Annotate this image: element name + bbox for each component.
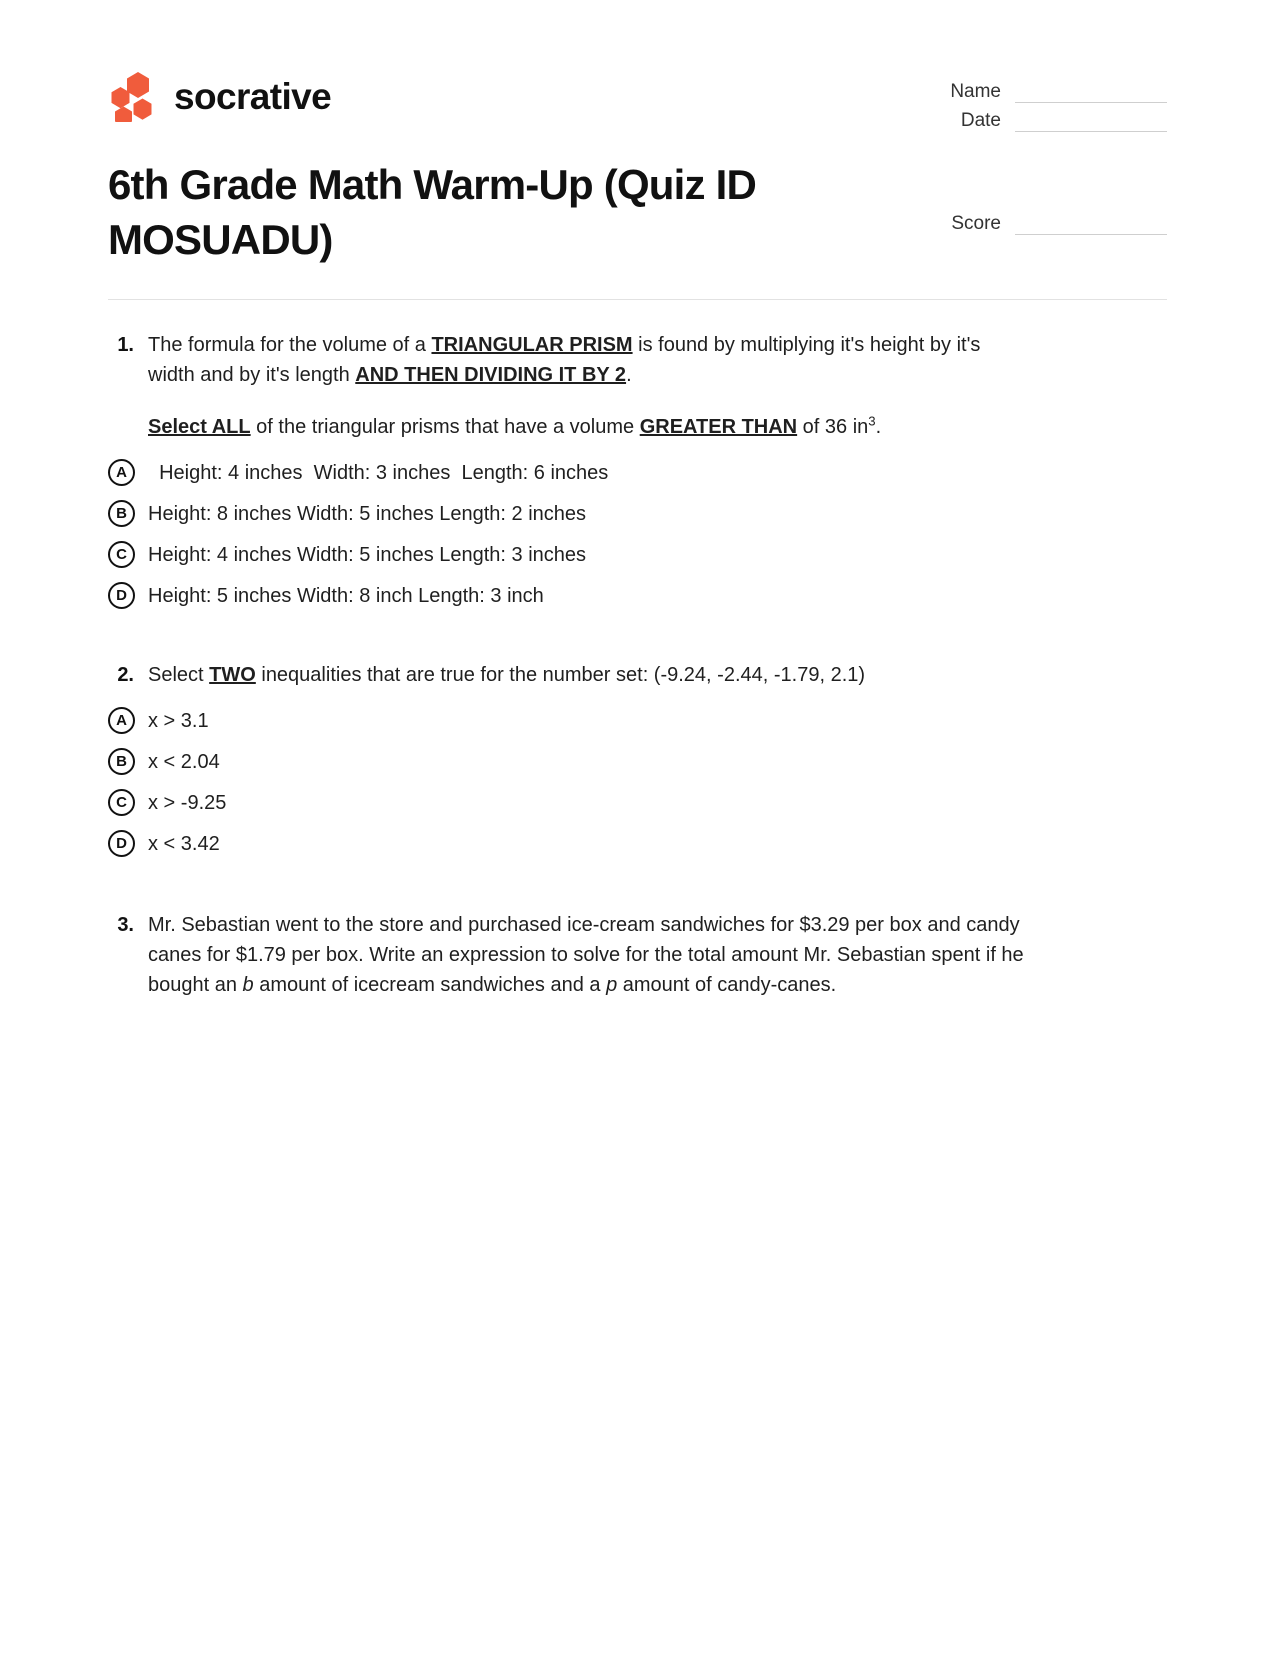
q1-sub-emphasis-2: GREATER THAN bbox=[639, 416, 798, 439]
q3-variable-p: p bbox=[606, 974, 618, 997]
socrative-logo bbox=[108, 70, 331, 122]
option-bubble-d[interactable]: D bbox=[108, 582, 135, 609]
title-block bbox=[0, 158, 1275, 267]
option-label: x < 3.42 bbox=[148, 832, 220, 855]
option-1-b[interactable] bbox=[108, 493, 1167, 534]
question-spacer bbox=[108, 874, 1167, 910]
score-field-row bbox=[909, 206, 1167, 235]
q2-emphasis-1: TWO bbox=[209, 664, 256, 687]
q1-text-part-1: The formula for the volume of a bbox=[148, 334, 432, 357]
q1-emphasis-2: AND THEN DIVIDING IT BY 2 bbox=[355, 364, 627, 387]
option-label: x > 3.1 bbox=[148, 709, 209, 732]
option-label: x < 2.04 bbox=[148, 750, 220, 773]
option-1-c[interactable] bbox=[108, 534, 1167, 575]
option-2-b[interactable] bbox=[108, 741, 1167, 782]
question-2-head bbox=[108, 660, 1167, 690]
q2-text-part-2: inequalities that are true for the number set: (-9.24, -2.44, -1.79, 2.1) bbox=[255, 664, 866, 687]
q1-emphasis-1: TRIANGULAR PRISM bbox=[431, 334, 633, 357]
question-2 bbox=[108, 660, 1167, 864]
q1-superscript-cubed: 3 bbox=[868, 413, 876, 429]
name-field-row bbox=[909, 74, 1167, 103]
page-title: 6th Grade Math Warm-Up (Quiz ID MOSUADU) bbox=[108, 161, 757, 263]
question-1-number: 1. bbox=[117, 334, 134, 357]
question-1-subtext bbox=[148, 412, 1028, 442]
option-label: Height: 4 inches Width: 3 inches Length: 6 inches bbox=[148, 461, 609, 484]
option-bubble-a[interactable]: A bbox=[108, 459, 135, 486]
q1-sub-part-3: . bbox=[875, 416, 882, 439]
q3-variable-b: b bbox=[242, 974, 254, 997]
date-input-line[interactable] bbox=[1015, 112, 1167, 132]
q1-text-part-3: . bbox=[626, 364, 632, 387]
questions-list bbox=[0, 330, 1275, 1000]
score-field-group bbox=[909, 206, 1167, 235]
option-2-a[interactable] bbox=[108, 700, 1167, 741]
option-1-d[interactable] bbox=[108, 575, 1167, 616]
q3-text-part-2: amount of icecream sandwiches and a bbox=[253, 974, 607, 997]
question-2-number: 2. bbox=[117, 664, 134, 687]
date-field-row bbox=[909, 103, 1167, 132]
question-3 bbox=[108, 910, 1167, 1000]
option-1-a[interactable] bbox=[108, 452, 1167, 493]
question-3-text bbox=[148, 910, 1028, 1000]
q2-text-part-1: Select bbox=[148, 664, 210, 687]
option-bubble-b[interactable]: B bbox=[108, 500, 135, 527]
question-3-head bbox=[108, 910, 1167, 1000]
option-bubble-d[interactable]: D bbox=[108, 830, 135, 857]
option-bubble-c[interactable]: C bbox=[108, 789, 135, 816]
q1-sub-part-1: of the triangular prisms that have a volume bbox=[250, 416, 640, 439]
name-input-line[interactable] bbox=[1015, 83, 1167, 103]
q3-text-part-3: amount of candy-canes. bbox=[617, 974, 837, 997]
option-bubble-c[interactable]: C bbox=[108, 541, 135, 568]
name-label: Name bbox=[950, 81, 1001, 102]
question-2-text bbox=[148, 660, 865, 690]
q1-sub-part-2: of 36 in bbox=[797, 416, 869, 439]
option-2-d[interactable] bbox=[108, 823, 1167, 864]
document-header bbox=[0, 0, 1275, 132]
question-1-options bbox=[108, 452, 1167, 616]
score-label: Score bbox=[951, 213, 1001, 234]
option-bubble-a[interactable]: A bbox=[108, 707, 135, 734]
question-1-text bbox=[148, 330, 1028, 390]
brand-name: socrative bbox=[174, 75, 332, 117]
hexagon-cluster-icon bbox=[108, 70, 158, 122]
option-label: Height: 8 inches Width: 5 inches Length: 2 inches bbox=[148, 502, 587, 525]
question-3-number: 3. bbox=[117, 914, 134, 937]
q1-sub-emphasis-1: Select ALL bbox=[148, 416, 251, 439]
question-1 bbox=[108, 330, 1167, 616]
date-label: Date bbox=[960, 110, 1001, 131]
header-divider bbox=[108, 299, 1167, 300]
q3-text-part-1: Mr. Sebastian went to the store and purchased ice-cream sandwiches for $3.29 per box and candy canes for $1.79 per box. Write an expression to solve for the total amount Mr. Sebastian spent if he bought an bbox=[148, 914, 1024, 997]
option-label: x > -9.25 bbox=[148, 791, 227, 814]
q1-text-part-2: is found by multiplying it's height by it's width and by it's length bbox=[148, 334, 981, 387]
question-spacer bbox=[108, 626, 1167, 660]
student-info-fields bbox=[909, 74, 1167, 132]
question-1-head bbox=[108, 330, 1167, 390]
score-input-line[interactable] bbox=[1015, 215, 1167, 235]
option-2-c[interactable] bbox=[108, 782, 1167, 823]
option-label: Height: 4 inches Width: 5 inches Length: 3 inches bbox=[148, 543, 587, 566]
question-2-options bbox=[108, 700, 1167, 864]
option-bubble-b[interactable]: B bbox=[108, 748, 135, 775]
option-label: Height: 5 inches Width: 8 inch Length: 3 inch bbox=[148, 584, 544, 607]
